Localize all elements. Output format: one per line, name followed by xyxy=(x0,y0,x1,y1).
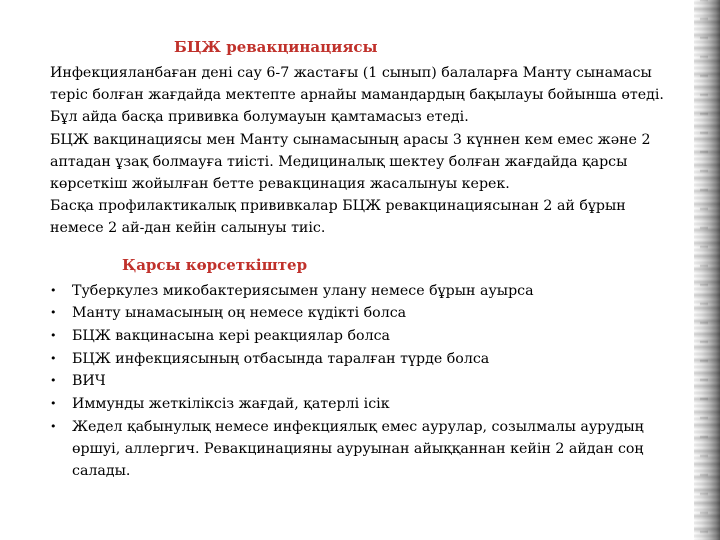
bullet-icon: • xyxy=(50,306,57,320)
list-item xyxy=(50,280,680,302)
slide-title: БЦЖ ревакцинациясы xyxy=(174,38,378,56)
list-item xyxy=(50,416,680,483)
list-item-text: Манту ынамасының оң немесе күдікті болса xyxy=(72,305,407,322)
bullet-icon: • xyxy=(50,374,57,388)
bullet-icon: • xyxy=(50,283,57,297)
bullet-icon: • xyxy=(50,419,57,433)
paragraph-3: Басқа профилактикалық прививкалар БЦЖ ревакцинациясынан 2 ай бұрын немесе 2 ай-дан кейін салынуы тиіс. xyxy=(50,198,626,237)
list-item-text: Иммунды жеткіліксіз жағдай, қатерлі ісік xyxy=(72,396,390,413)
contraindications-list xyxy=(50,280,680,483)
list-item xyxy=(50,325,680,347)
contraindications-heading: Қарсы көрсеткіштер xyxy=(122,255,308,274)
bullet-icon: • xyxy=(50,329,57,343)
list-item xyxy=(50,302,680,324)
list-item-text: Жедел қабынулық немесе инфекциялық емес аурулар, созылмалы аурудың өршуі, аллергич. Ревакцинацияны ауруынан айыққаннан кейін 2 айдан соң салады. xyxy=(72,418,644,480)
list-item-text: ВИЧ xyxy=(72,373,106,390)
list-item-text: Туберкулез микобактериясымен улану немесе бұрын ауырса xyxy=(72,282,534,299)
list-item-text: БЦЖ инфекциясының отбасында таралған түрде болса xyxy=(72,350,490,367)
list-item xyxy=(50,393,680,415)
list-item-text: БЦЖ вакцинасына кері реакциялар болса xyxy=(72,328,391,345)
bullet-icon: • xyxy=(50,351,57,365)
list-item xyxy=(50,370,680,392)
list-item xyxy=(50,348,680,370)
slide-content xyxy=(50,36,680,483)
page-edge-decoration xyxy=(694,0,720,540)
paragraph-2: БЦЖ вакцинациясы мен Манту сынамасының арасы 3 күннен кем емес және 2 аптадан ұзақ болмауға тиісті. Медициналық шектеу болған жағдайда қарсы көрсеткіш жойылған бетте ревакцинация жасалынуы керек. xyxy=(50,131,651,193)
bullet-icon: • xyxy=(50,397,57,411)
paragraph-1: Инфекцияланбаған дені сау 6-7 жастағы (1 сынып) балаларға Манту сынамасы теріс болған жағдайда мектепте арнайы мамандардың бақылауы бойынша өтеді. Бұл айда басқа прививка болумауын қамтамасыз етеді. xyxy=(50,65,664,126)
